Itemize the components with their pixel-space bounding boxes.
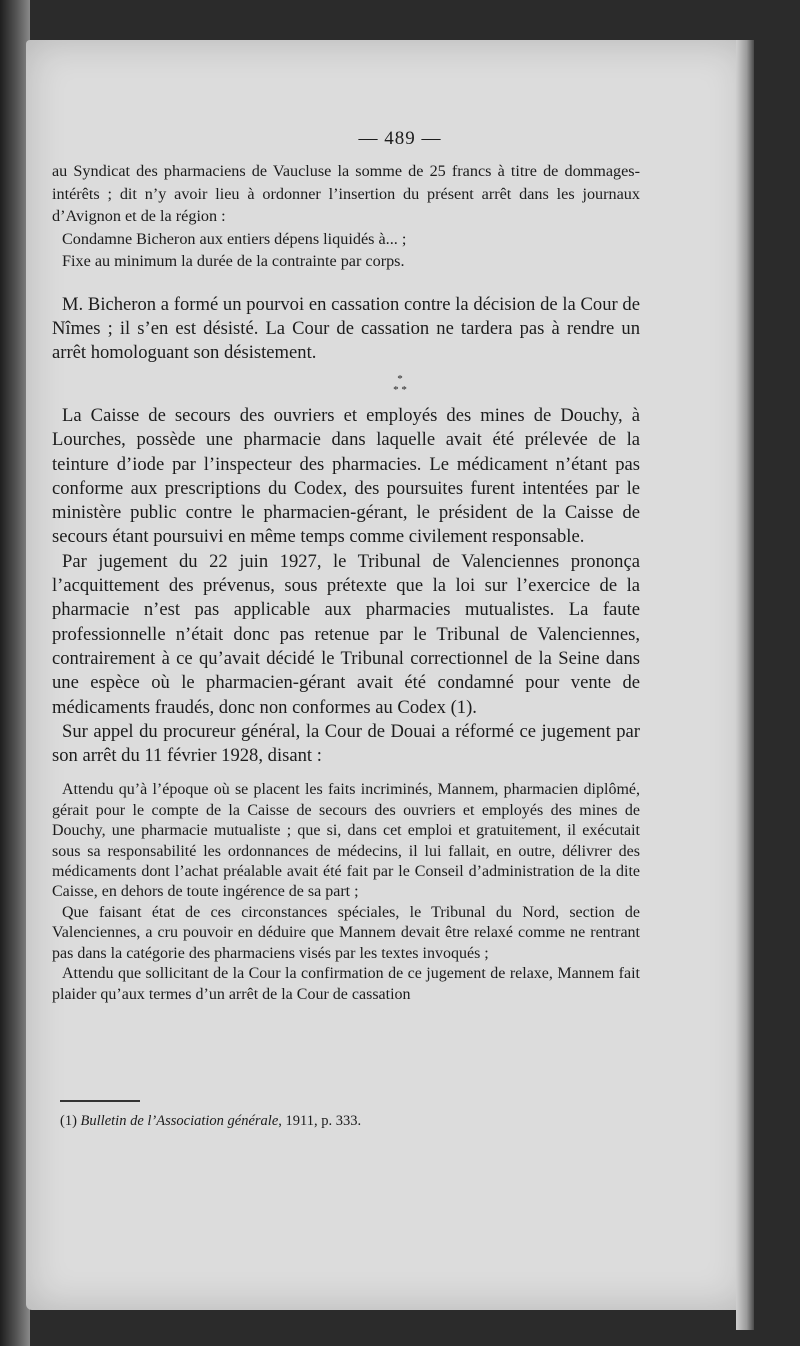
verdict-costs: Condamne Bicheron aux entiers dépens liquidés à... ; <box>62 229 407 248</box>
footnote-title: Bulletin de l’Association générale <box>80 1113 279 1129</box>
page-stack-edge <box>736 40 754 1330</box>
page-number: — 489 — <box>358 128 442 149</box>
verdict-excerpt <box>52 160 640 273</box>
quote-attendu-2: Attendu que sollicitant de la Cour la confirmation de ce jugement de relaxe, Mannem fait plaider qu’aux termes d’un arrêt de la Cour de cassation <box>52 965 640 1003</box>
asterism-top: * <box>397 373 403 385</box>
court-quote <box>52 780 640 1004</box>
section-douchy <box>52 404 640 1005</box>
footnote-rule <box>60 1100 140 1102</box>
quote-attendu-1: Attendu qu’à l’époque où se placent les faits incriminés, Mannem, pharmacien diplômé, gérait pour le compte de la Caisse de secours des ouvriers et employés des mines de Douchy, une pharmacie mutualiste ; que si, dans cet emploi et gratuitement, il exécutait sous sa responsabilité les ordonnances de médecins, il lui fallait, en outre, délivrer des médicaments dont l’achat préalable avait été fait par le Conseil d’administration de la dite Caisse, en dehors de toute ingérence de sa part ; <box>52 781 640 901</box>
footnote-marker: (1) <box>60 1113 81 1129</box>
paragraph-jugement: Par jugement du 22 juin 1927, le Tribunal de Valenciennes prononça l’acquittement des prévenus, sous prétexte que la loi sur l’exercice de la pharmacie n’est pas applicable aux pharmacies mutualistes. La faute professionnelle n’était donc pas retenue par le Tribunal de Valenciennes, contrairement à ce qu’avait décidé le Tribunal correctionnel de la Seine dans une espèce où le pharmacien-gérant avait été condamné pour vente de médicaments fraudés, donc non conformes au Codex (1). <box>52 550 640 718</box>
footnote <box>60 1112 640 1130</box>
verdict-constraint: Fixe au minimum la durée de la contrainte par corps. <box>62 252 405 270</box>
verdict-text: au Syndicat des pharmaciens de Vaucluse la somme de 25 francs à titre de dommages-intérêts ; dit n’y avoir lieu à ordonner l’insertion du présent arrêt dans les journaux d’Avignon et de la région : <box>52 162 640 225</box>
quote-que-faisant: Que faisant état de ces circonstances spéciales, le Tribunal du Nord, section de Valenciennes, a cru pouvoir en déduire que Mannem devait être relaxé comme ne rentrant pas dans la catégorie des pharmaciens visés par les textes invoqués ; <box>52 903 640 962</box>
paragraph-bicheron: M. Bicheron a formé un pourvoi en cassation contre la décision de la Cour de Nîmes ; il s’en est désisté. La Cour de cassation ne tardera pas à rendre un arrêt homologuant son désistement. <box>52 293 640 364</box>
footnote-reference: , 1911, p. 333. <box>278 1113 362 1129</box>
paragraph-caisse: La Caisse de secours des ouvriers et employés des mines de Douchy, à Lourches, possède une pharmacie dans laquelle avait été prélevée de la teinture d’iode par l’inspecteur des pharmacies. Le médicament n’étant pas conforme aux prescriptions du Codex, des poursuites furent intentées par le ministère public contre le pharmacien-gérant, le président de la Caisse de secours étant poursuivi en même temps comme civilement responsable. <box>52 405 640 548</box>
page-body <box>52 126 640 365</box>
paragraph-appel: Sur appel du procureur général, la Cour de Douai a réformé ce jugement par son arrêt du 11 février 1928, disant : <box>52 720 640 767</box>
asterism-bottom: * * <box>393 384 407 396</box>
section-asterism <box>0 374 800 396</box>
